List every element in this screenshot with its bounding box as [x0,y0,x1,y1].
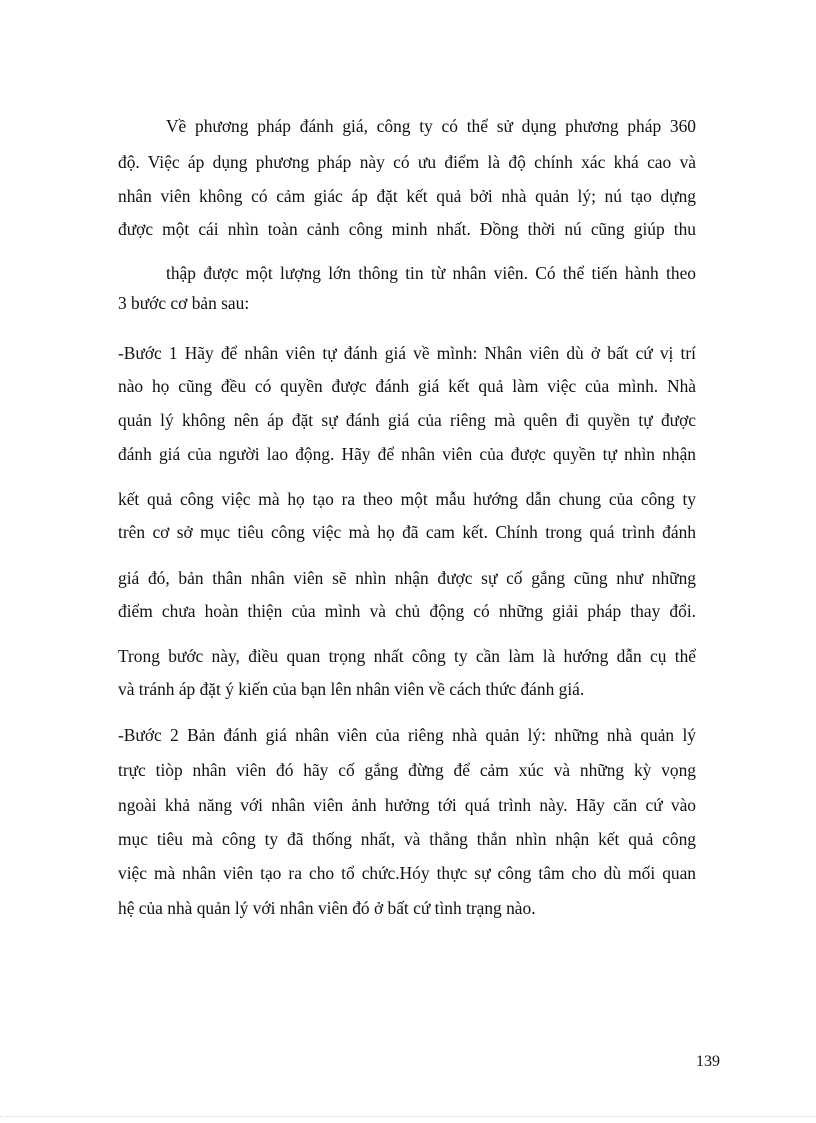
text-line: được một cái nhìn toàn cảnh công minh nhất. Đồng thời nú cũng giúp thu [118,219,696,239]
text-line: điểm chưa hoàn thiện của mình và chủ động có những giải pháp thay đổi. [118,601,696,621]
text-line: kết quả công việc mà họ tạo ra theo một mẫu hướng dẫn chung của công ty [118,489,696,509]
text-line: trên cơ sở mục tiêu công việc mà họ đã cam kết. Chính trong quá trình đánh [118,522,696,542]
text-line: đánh giá của người lao động. Hãy để nhân viên của được quyền tự nhìn nhận [118,444,696,464]
text-line: -Bước 1 Hãy để nhân viên tự đánh giá về mình: Nhân viên dù ở bất cứ vị trí [118,343,696,363]
text-line: việc mà nhân viên tạo ra cho tổ chức.Hóy thực sự công tâm cho dù mối quan [118,863,696,883]
text-line: -Bước 2 Bản đánh giá nhân viên của riêng nhà quản lý: những nhà quản lý [118,725,696,745]
page-number: 139 [696,1053,720,1070]
text-line: 3 bước cơ bản sau: [118,293,250,313]
text-line: trực tiòp nhân viên đó hãy cố gắng đừng để cảm xúc và những kỳ vọng [118,760,696,780]
text-line: thập được một lượng lớn thông tin từ nhân viên. Có thể tiến hành theo [166,263,696,283]
page-bottom-divider [0,1116,816,1117]
text-line: nào họ cũng đều có quyền được đánh giá kết quả làm việc của mình. Nhà [118,376,696,396]
text-line: hệ của nhà quản lý với nhân viên đó ở bất cứ tình trạng nào. [118,898,536,918]
text-line: và tránh áp đặt ý kiến của bạn lên nhân viên về cách thức đánh giá. [118,679,585,699]
text-line: nhân viên không có cảm giác áp đặt kết quả bởi nhà quản lý; nú tạo dựng [118,186,696,206]
text-line: Về phương pháp đánh giá, công ty có thể sử dụng phương pháp 360 [166,116,696,136]
text-line: ngoài khả năng với nhân viên ảnh hưởng tới quá trình này. Hãy căn cứ vào [118,795,696,815]
text-line: Trong bước này, điều quan trọng nhất công ty cần làm là hướng dẫn cụ thể [118,646,696,666]
text-line: mục tiêu mà công ty đã thống nhất, và thẳng thắn nhìn nhận kết quả công [118,829,696,849]
text-line: độ. Việc áp dụng phương pháp này có ưu điểm là độ chính xác khá cao và [118,152,696,172]
text-line: quản lý không nên áp đặt sự đánh giá của riêng mà quên đi quyền tự được [118,410,696,430]
text-line: giá đó, bản thân nhân viên sẽ nhìn nhận được sự cố gắng cũng như những [118,568,696,588]
